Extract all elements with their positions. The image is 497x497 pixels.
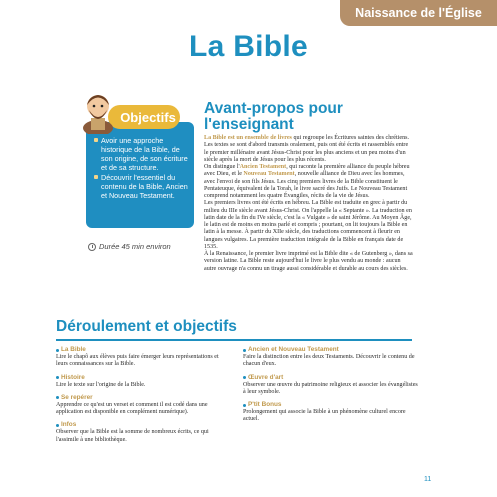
foreword-paragraph: À la Renaissance, le premier livre imprimé est la Bible dite « de Gutenberg », dans sa version latine. La Bible reste aujourd'hui le livre le plus vendu au monde : aucun autre ouvrage n'a connu un tirage aussi considérable et durable au cours des siècles. bbox=[204, 251, 413, 272]
step-item bbox=[56, 346, 232, 369]
foreword-paragraph bbox=[204, 135, 414, 164]
step-label: Se repérer bbox=[56, 394, 232, 402]
step-item bbox=[243, 401, 419, 424]
page-title: La Bible bbox=[188, 30, 309, 63]
foreword-paragraph bbox=[204, 164, 414, 200]
progression-title: Déroulement et objectifs bbox=[56, 318, 237, 335]
step-item bbox=[56, 374, 232, 389]
foreword-text: , qui raconte la première alliance du peuple hébreu avec Dieu, et le bbox=[204, 164, 410, 178]
step-label: La Bible bbox=[56, 346, 232, 354]
foreword-text: On distingue l' bbox=[204, 164, 240, 170]
duration bbox=[88, 242, 171, 251]
step-text: Observer que la Bible est la somme de nombreux écrits, ce qui l'assimile à une bibliothèque. bbox=[56, 429, 209, 443]
step-text: Lire le chapô aux élèves puis faire émerger leurs représentations et leurs connaissances sur la Bible. bbox=[56, 354, 219, 368]
step-text: Prolongement qui associe la Bible à un phénomène culturel encore actuel. bbox=[243, 409, 406, 423]
foreword-highlight: La Bible est un ensemble de livres bbox=[204, 135, 292, 141]
step-text: Faire la distinction entre les deux Testaments. Découvrir le contenu de chacun d'eux. bbox=[243, 354, 415, 368]
step-text: Observer une œuvre du patrimoine religieux et associer les évangélistes à leur symbole. bbox=[243, 381, 418, 395]
progression-left-column bbox=[56, 346, 232, 449]
objectives-banner: Objectifs bbox=[108, 105, 180, 129]
step-label: P'tit Bonus bbox=[243, 401, 419, 409]
section-divider bbox=[56, 339, 412, 341]
step-text: Lire le texte sur l'origine de la Bible. bbox=[56, 381, 146, 388]
clock-icon bbox=[88, 243, 96, 251]
objective-item: Avoir une approche historique de la Bible, de son origine, de son écriture et de sa structure. bbox=[94, 136, 188, 172]
objective-item: Découvrir l'essentiel du contenu de la Bible, Ancien et Nouveau Testament. bbox=[94, 173, 188, 200]
step-item bbox=[243, 374, 419, 397]
section-tab: Naissance de l'Église bbox=[340, 0, 497, 26]
step-label: Œuvre d'art bbox=[243, 374, 419, 382]
step-label: Infos bbox=[56, 421, 232, 429]
duration-text: Durée 45 min environ bbox=[99, 242, 171, 251]
scribe-mascot-icon bbox=[78, 88, 118, 134]
foreword-text: , nouvelle alliance de Dieu avec les hommes, avec l'envoi de son fils Jésus. Les cinq premiers livres de la Bible constituent le Pentateuque, équivalent de la Torah, le livre sacré des Juifs. Le Nouveau Testament comprend notamment les quatre Évangiles, récits de la vie de Jésus. bbox=[204, 171, 408, 199]
step-item bbox=[243, 346, 419, 369]
step-label: Ancien et Nouveau Testament bbox=[243, 346, 419, 354]
objectives-panel bbox=[86, 104, 194, 264]
foreword-body bbox=[204, 135, 414, 273]
page-number: 11 bbox=[424, 476, 432, 483]
step-item bbox=[56, 421, 232, 444]
foreword-paragraph: Les premiers livres ont été écrits en hébreu. La Bible est traduite en grec à partir du milieu du IIIe siècle avant Jésus-Christ. On l'appelle la « Septante ». La traduction en latin date de la fin du IVe siècle, c'est la « Vulgate » de saint Jérôme. Au Moyen Âge, le latin est de moins en moins parlé et compris ; pourtant, on lit toujours la Bible en latin à la messe. À partir du XIIe siècle, des traductions commencent à fleurir en langues vulgaires. La première traduction intégrale de la Bible en français date de 1535. bbox=[204, 200, 412, 250]
foreword-highlight: Ancien Testament bbox=[239, 164, 287, 170]
step-text: Apprendre ce qu'est un verset et comment il est codé dans une application est disponible en complément numérique). bbox=[56, 401, 208, 416]
objectives-card bbox=[86, 122, 194, 228]
progression-right-column bbox=[243, 346, 419, 429]
step-label: Histoire bbox=[56, 374, 232, 382]
foreword-text: qui regroupe les Écritures saintes des chrétiens. Les textes se sont d'abord transmis oralement, puis ont été écrits et rassemblés entre le premier millénaire avant Jésus-Christ pour les plus anciens et un peu moins d'un siècle après la mort de Jésus pour les plus récents. bbox=[204, 135, 410, 163]
foreword-highlight: Nouveau Testament bbox=[243, 171, 295, 178]
foreword-title: Avant-propos pour l'enseignant bbox=[204, 100, 343, 133]
step-item bbox=[56, 394, 232, 417]
